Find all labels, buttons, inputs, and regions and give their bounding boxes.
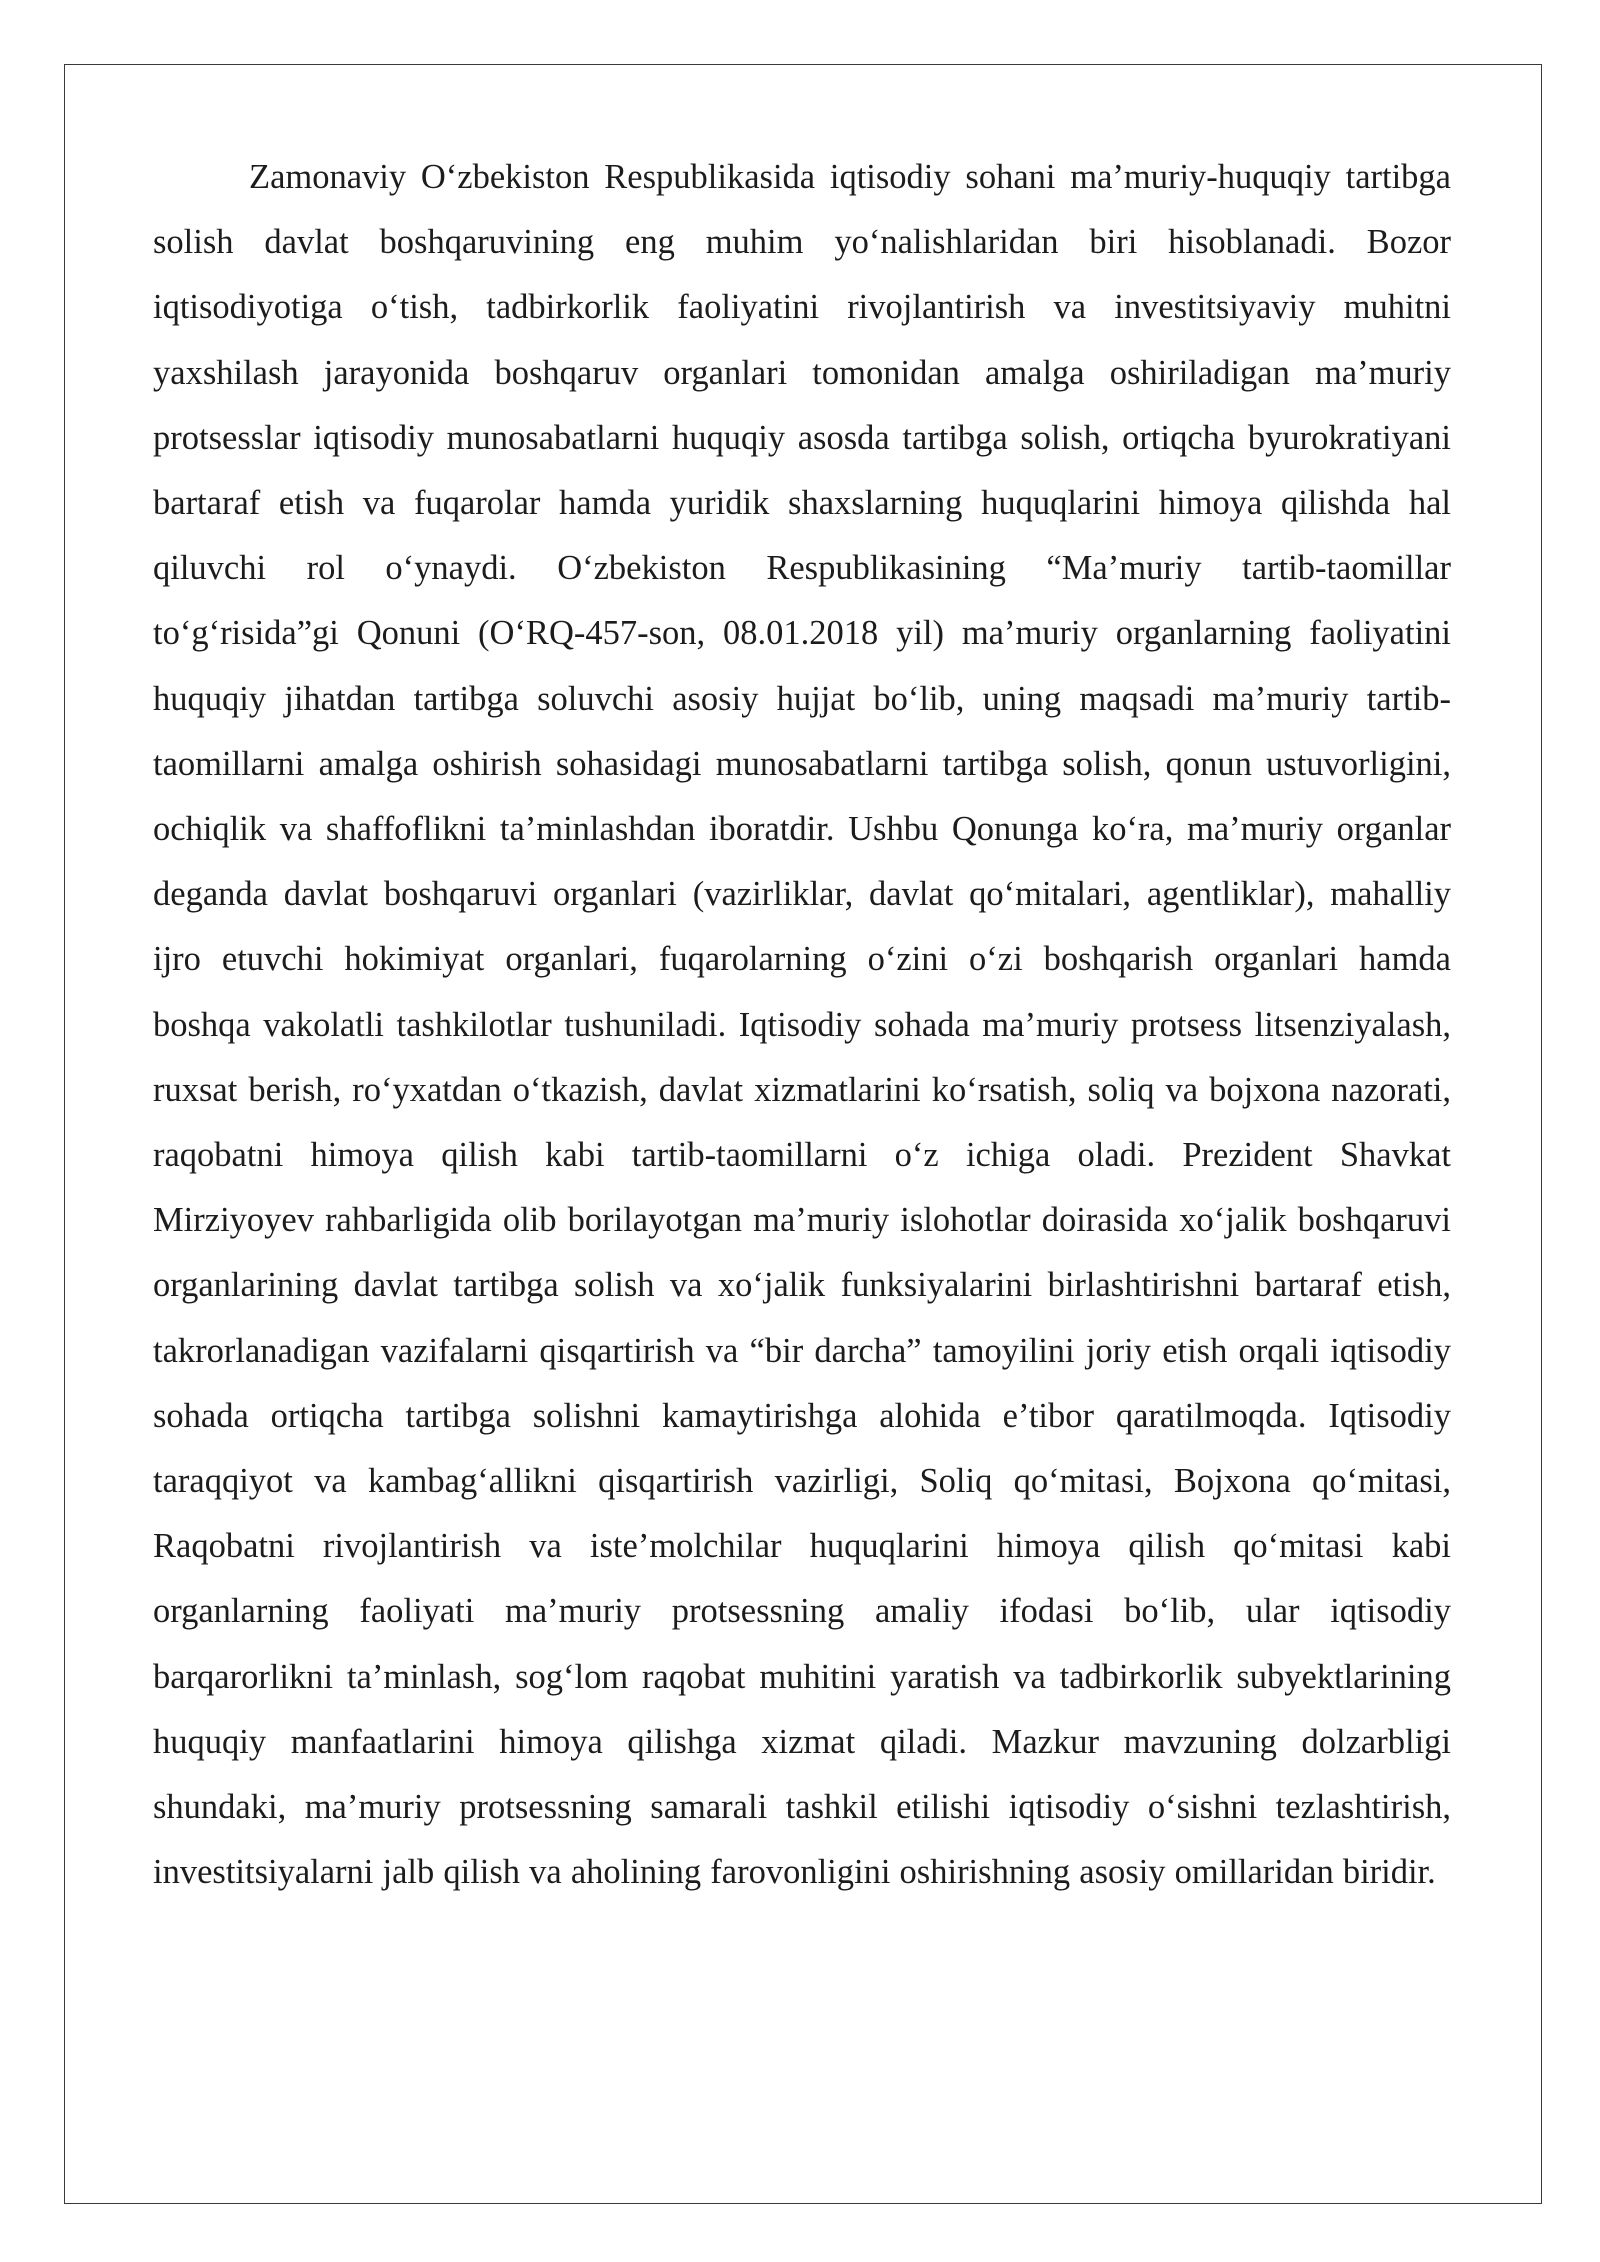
body-paragraph: Zamonaviy O‘zbekiston Respublikasida iqtisodiy sohani ma’muriy-huquqiy tartibga solish davlat boshqaruvining eng muhim yo‘nalishlaridan biri hisoblanadi. Bozor iqtisodiyotiga o‘tish, tadbirkorlik faoliyatini rivojlantirish va investitsiyaviy muhitni yaxshilash jarayonida boshqaruv organlari tomonidan amalga oshiriladigan ma’muriy protsesslar iqtisodiy munosabatlarni huquqiy asosda tartibga solish, ortiqcha byurokratiyani bartaraf etish va fuqarolar hamda yuridik shaxslarning huquqlarini himoya qilishda hal qiluvchi rol o‘ynaydi. O‘zbekiston Respublikasining “Ma’muriy tartib-taomillar to‘g‘risida”gi Qonuni (O‘RQ-457-son, 08.01.2018 yil) ma’muriy organlarning faoliyatini huquqiy jihatdan tartibga soluvchi asosiy hujjat bo‘lib, uning maqsadi ma’muriy tartib-taomillarni amalga oshirish sohasidagi munosabatlarni tartibga solish, qonun ustuvorligini, ochiqlik va shaffoflikni ta’minlashdan iboratdir. Ushbu Qonunga ko‘ra, ma’muriy organlar deganda davlat boshqaruvi organlari (vazirliklar, davlat qo‘mitalari, agentliklar), mahalliy ijro etuvchi hokimiyat organlari, fuqarolarning o‘zini o‘zi boshqarish organlari hamda boshqa vakolatli tashkilotlar tushuniladi. Iqtisodiy sohada ma’muriy protsess litsenziyalash, ruxsat berish, ro‘yxatdan o‘tkazish, davlat xizmatlarini ko‘rsatish, soliq va bojxona nazorati, raqobatni himoya qilish kabi tartib-taomillarni o‘z ichiga oladi. Prezident Shavkat Mirziyoyev rahbarligida olib borilayotgan ma’muriy islohotlar doirasida xo‘jalik boshqaruvi organlarining davlat tartibga solish va xo‘jalik funksiyalarini birlashtirishni bartaraf etish, takrorlanadigan vazifalarni qisqartirish va “bir darcha” tamoyilini joriy etish orqali iqtisodiy sohada ortiqcha tartibga solishni kamaytirishga alohida e’tibor qaratilmoqda. Iqtisodiy taraqqiyot va kambag‘allikni qisqartirish vazirligi, Soliq qo‘mitasi, Bojxona qo‘mitasi, Raqobatni rivojlantirish va iste’molchilar huquqlarini himoya qilish qo‘mitasi kabi organlarning faoliyati ma’muriy protsessning amaliy ifodasi bo‘lib, ular iqtisodiy barqarorlikni ta’minlash, sog‘lom raqobat muhitini yaratish va tadbirkorlik subyektlarining huquqiy manfaatlarini himoya qilishga xizmat qiladi. Mazkur mavzuning dolzarbligi shundaki, ma’muriy protsessning samarali tashkil etilishi iqtisodiy o‘sishni tezlashtirish, investitsiyalarni jalb qilish va aholining farovonligini oshirishning asosiy omillaridan biridir. <box>153 158 1451 1892</box>
